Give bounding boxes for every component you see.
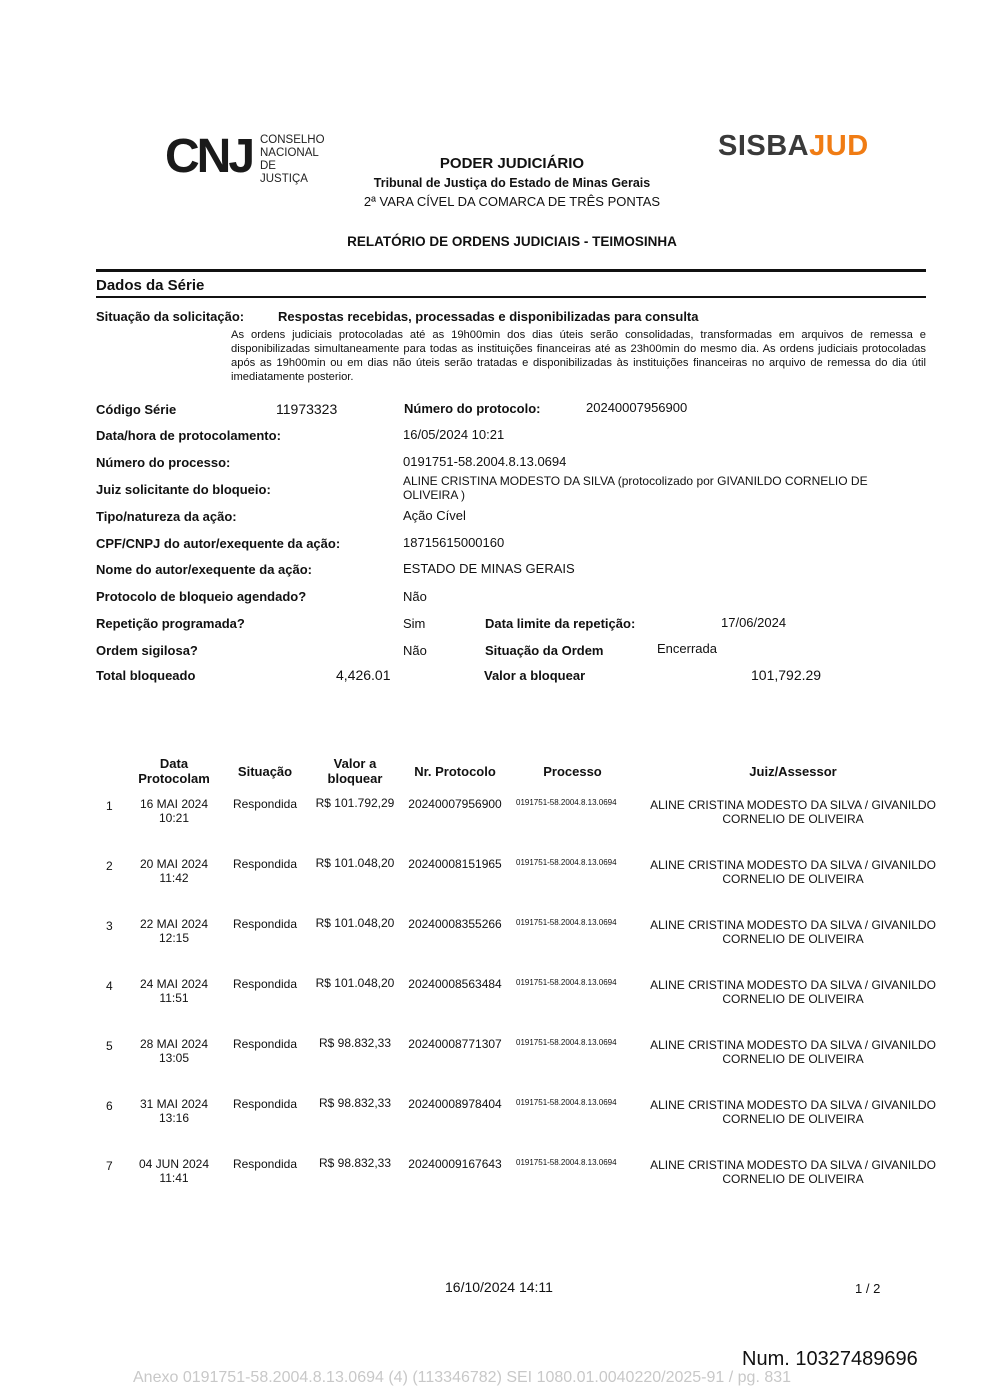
cell-juiz-line-2: CORNELIO DE OLIVEIRA — [722, 1172, 864, 1186]
cnj-logo-line-2: NACIONAL — [260, 147, 319, 159]
cell-date — [124, 797, 224, 825]
cell-situacao: Respondida — [232, 1037, 298, 1051]
cell-date — [124, 977, 224, 1005]
cell-date — [124, 857, 224, 885]
cell-processo: 0191751-58.2004.8.13.0694 — [516, 1098, 617, 1107]
cell-n: 2 — [106, 859, 113, 873]
cell-protocolo: 20240008978404 — [408, 1097, 502, 1111]
cell-date-day: 20 MAI 2024 — [139, 857, 209, 871]
th-juiz: Juiz/Assessor — [749, 764, 837, 779]
cell-valor: R$ 98.832,33 — [318, 1096, 392, 1110]
juiz-value-line-2: OLIVEIRA ) — [403, 488, 466, 502]
cell-date-day: 31 MAI 2024 — [139, 1097, 209, 1111]
divider-top — [96, 269, 926, 272]
situacao-ordem-value: Encerrada — [657, 641, 717, 656]
cell-n: 7 — [106, 1159, 113, 1173]
header-tribunal: Tribunal de Justiça do Estado de Minas Gerais — [373, 176, 651, 190]
cell-date — [124, 917, 224, 945]
sigilosa-value: Não — [403, 643, 427, 658]
juiz-value — [403, 474, 868, 502]
cell-juiz-line-2: CORNELIO DE OLIVEIRA — [722, 1112, 864, 1126]
valor-bloquear-label: Valor a bloquear — [484, 668, 586, 683]
data-hora-value: 16/05/2024 10:21 — [403, 427, 505, 442]
numero-processo-label: Número do processo: — [96, 455, 231, 470]
juiz-label: Juiz solicitante do bloqueio: — [96, 482, 271, 497]
document-number: Num. 10327489696 — [742, 1348, 918, 1370]
cell-juiz — [643, 978, 943, 1006]
th-protocolo: Nr. Protocolo — [414, 764, 496, 779]
cell-juiz-line-2: CORNELIO DE OLIVEIRA — [722, 992, 864, 1006]
th-valor — [310, 756, 400, 786]
cell-date — [124, 1157, 224, 1185]
th-data-line-1: Data — [159, 756, 189, 771]
repeticao-value: Sim — [403, 616, 426, 631]
data-hora-label: Data/hora de protocolamento: — [96, 428, 281, 443]
cell-date-day: 04 JUN 2024 — [138, 1157, 210, 1171]
notice-text: As ordens judiciais protocoladas até as 19h00min dos dias úteis serão consolidadas, transformadas em arquivos de remessa e disponibilizadas simultaneamente para todas as instituições financeiras até as 23h00min do mesmo dia. As ordens judiciais protocoladas após as 19h00min ou em dias não úteis serão tratadas e disponibilizadas às instituições financeiras no arquivo de remessa do dia útil imediatamente posterior. — [231, 329, 926, 383]
cell-valor: R$ 98.832,33 — [318, 1156, 392, 1170]
cell-juiz-line-1: ALINE CRISTINA MODESTO DA SILVA / GIVANILDO — [650, 858, 936, 872]
cell-protocolo: 20240008355266 — [408, 917, 502, 931]
cell-date-time: 11:41 — [159, 1171, 189, 1185]
cell-processo: 0191751-58.2004.8.13.0694 — [516, 858, 617, 867]
cnj-logo-line-3: DE JUSTIÇA — [260, 160, 308, 185]
cell-n: 6 — [106, 1099, 113, 1113]
th-valor-line-2: bloquear — [327, 771, 383, 786]
protocolo-agendado-label: Protocolo de bloqueio agendado? — [96, 589, 307, 604]
cell-processo: 0191751-58.2004.8.13.0694 — [516, 918, 617, 927]
cell-processo: 0191751-58.2004.8.13.0694 — [516, 1038, 617, 1047]
cell-n: 3 — [106, 919, 113, 933]
section-title: Dados da Série — [96, 277, 205, 294]
cell-date — [124, 1037, 224, 1065]
cell-juiz — [643, 1158, 943, 1186]
codigo-serie-value: 11973323 — [276, 401, 338, 417]
tipo-label: Tipo/natureza da ação: — [96, 509, 237, 524]
cell-juiz — [643, 858, 943, 886]
report-title: RELATÓRIO DE ORDENS JUDICIAIS - TEIMOSINHA — [347, 234, 677, 249]
sigilosa-label: Ordem sigilosa? — [96, 643, 198, 658]
cell-juiz-line-2: CORNELIO DE OLIVEIRA — [722, 812, 864, 826]
data-limite-label: Data limite da repetição: — [485, 616, 636, 631]
cell-situacao: Respondida — [232, 917, 298, 931]
numero-processo-value: 0191751-58.2004.8.13.0694 — [403, 454, 567, 469]
cell-situacao: Respondida — [232, 1097, 298, 1111]
cell-juiz-line-1: ALINE CRISTINA MODESTO DA SILVA / GIVANILDO — [650, 978, 936, 992]
cell-situacao: Respondida — [232, 977, 298, 991]
cell-date-time: 10:21 — [158, 811, 190, 825]
th-data — [124, 756, 224, 786]
tipo-value: Ação Cível — [403, 508, 466, 523]
cell-valor: R$ 101.048,20 — [315, 856, 395, 870]
cell-processo: 0191751-58.2004.8.13.0694 — [516, 978, 617, 987]
cnj-logo-letters: CNJ — [165, 130, 253, 176]
cell-valor: R$ 101.792,29 — [315, 796, 395, 810]
cell-date-time: 13:05 — [158, 1051, 190, 1065]
cell-protocolo: 20240008563484 — [408, 977, 502, 991]
header-vara: 2ª VARA CÍVEL DA COMARCA DE TRÊS PONTAS — [363, 194, 661, 209]
numero-protocolo-value: 20240007956900 — [586, 400, 688, 415]
cell-protocolo: 20240009167643 — [408, 1157, 502, 1171]
th-processo: Processo — [543, 764, 602, 779]
cell-juiz-line-1: ALINE CRISTINA MODESTO DA SILVA / GIVANILDO — [650, 798, 936, 812]
juiz-value-line-1: ALINE CRISTINA MODESTO DA SILVA (protocolizado por GIVANILDO CORNELIO DE — [403, 474, 868, 488]
th-valor-line-1: Valor a — [333, 756, 377, 771]
cell-juiz-line-2: CORNELIO DE OLIVEIRA — [722, 932, 864, 946]
situacao-value: Respostas recebidas, processadas e disponibilizadas para consulta — [278, 309, 699, 324]
cell-juiz-line-1: ALINE CRISTINA MODESTO DA SILVA / GIVANILDO — [650, 1158, 936, 1172]
cell-protocolo: 20240008771307 — [408, 1037, 502, 1051]
cell-juiz-line-1: ALINE CRISTINA MODESTO DA SILVA / GIVANILDO — [650, 1038, 936, 1052]
cell-date-day: 28 MAI 2024 — [139, 1037, 209, 1051]
codigo-serie-label: Código Série — [96, 402, 177, 417]
footer-datetime: 16/10/2024 14:11 — [445, 1279, 553, 1295]
cell-protocolo: 20240007956900 — [408, 797, 502, 811]
cell-protocolo: 20240008151965 — [408, 857, 502, 871]
sisbajud-logo-part2: JUD — [809, 130, 869, 162]
cell-juiz-line-2: CORNELIO DE OLIVEIRA — [722, 1052, 864, 1066]
cell-juiz — [643, 918, 943, 946]
cell-valor: R$ 101.048,20 — [315, 976, 395, 990]
page-number: 1 / 2 — [855, 1281, 881, 1296]
cpf-label: CPF/CNPJ do autor/exequente da ação: — [96, 536, 341, 551]
th-situacao: Situação — [237, 764, 293, 779]
cell-juiz-line-2: CORNELIO DE OLIVEIRA — [722, 872, 864, 886]
cell-situacao: Respondida — [232, 1157, 298, 1171]
cell-n: 1 — [106, 799, 113, 813]
total-bloqueado-label: Total bloqueado — [96, 668, 196, 683]
cell-juiz-line-1: ALINE CRISTINA MODESTO DA SILVA / GIVANILDO — [650, 918, 936, 932]
data-limite-value: 17/06/2024 — [721, 615, 787, 630]
cell-n: 4 — [106, 979, 113, 993]
cnj-logo-line-1: CONSELHO — [260, 134, 325, 146]
cell-n: 5 — [106, 1039, 113, 1053]
cell-valor: R$ 101.048,20 — [315, 916, 395, 930]
divider-bottom — [96, 296, 926, 298]
cell-date-day: 24 MAI 2024 — [139, 977, 209, 991]
total-bloqueado-value: 4,426.01 — [336, 667, 391, 683]
cell-processo: 0191751-58.2004.8.13.0694 — [516, 1158, 617, 1167]
cell-date-day: 16 MAI 2024 — [139, 797, 209, 811]
cell-juiz — [643, 798, 943, 826]
cell-situacao: Respondida — [232, 857, 298, 871]
cell-juiz-line-1: ALINE CRISTINA MODESTO DA SILVA / GIVANILDO — [650, 1098, 936, 1112]
repeticao-label: Repetição programada? — [96, 616, 245, 631]
annex-watermark: Anexo 0191751-58.2004.8.13.0694 (4) (113346782) SEI 1080.01.0040220/2025-91 / pg. 831 — [133, 1369, 792, 1386]
th-data-line-2: Protocolam — [138, 771, 210, 786]
sisbajud-logo-part1: SISBA — [718, 130, 810, 162]
nome-label: Nome do autor/exequente da ação: — [96, 562, 312, 577]
cell-date — [124, 1097, 224, 1125]
nome-value: ESTADO DE MINAS GERAIS — [403, 561, 575, 576]
cell-date-day: 22 MAI 2024 — [139, 917, 209, 931]
protocolo-agendado-value: Não — [403, 589, 427, 604]
numero-protocolo-label: Número do protocolo: — [404, 401, 541, 416]
cell-valor: R$ 98.832,33 — [318, 1036, 392, 1050]
situacao-ordem-label: Situação da Ordem — [485, 643, 604, 658]
cell-juiz — [643, 1098, 943, 1126]
cell-situacao: Respondida — [232, 797, 298, 811]
valor-bloquear-value: 101,792.29 — [751, 667, 822, 683]
cell-date-time: 13:16 — [158, 1111, 190, 1125]
cell-processo: 0191751-58.2004.8.13.0694 — [516, 798, 617, 807]
cell-date-time: 11:42 — [159, 871, 189, 885]
situacao-label: Situação da solicitação: — [96, 309, 245, 324]
cpf-value: 18715615000160 — [403, 535, 505, 550]
cell-date-time: 12:15 — [158, 931, 190, 945]
cell-date-time: 11:51 — [159, 991, 189, 1005]
cell-juiz — [643, 1038, 943, 1066]
header-title: PODER JUDICIÁRIO — [439, 155, 585, 172]
